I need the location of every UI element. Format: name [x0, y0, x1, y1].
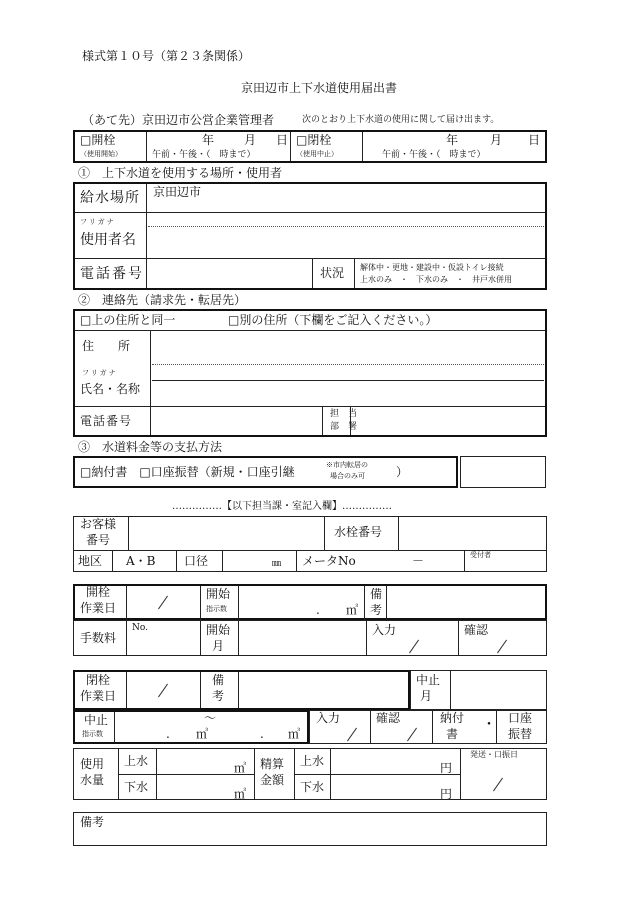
open-sub-label: （使用開始）: [80, 150, 122, 158]
input-label-1: 入力: [372, 623, 397, 637]
close-work-label-1: 閉栓: [86, 673, 111, 687]
user-furigana-label: フリガナ: [80, 218, 116, 226]
notes-label: 備考: [80, 815, 105, 829]
remarks-label-1: 備: [370, 587, 383, 601]
user-name-label: 使用者名: [80, 232, 136, 248]
confirm-label-2: 確認: [376, 711, 401, 725]
close-work-box: [73, 670, 410, 710]
pay-slip-label-1: 納付: [440, 711, 465, 725]
close-year: 年: [446, 133, 459, 147]
remarks-label-2: 考: [370, 603, 383, 617]
phone-input[interactable]: [148, 260, 310, 287]
close-day: 日: [528, 133, 541, 147]
section3-heading: ③ 水道料金等の支払方法: [78, 440, 223, 454]
close-time-choice: 午前・午後・（ 時まで）: [382, 150, 486, 160]
usage-label-1: 使用: [80, 757, 105, 771]
payment-options[interactable]: □納付書 □口座振替（新規・口座引継: [80, 465, 295, 479]
user-name-input[interactable]: [148, 229, 544, 255]
stop-dot-1: .: [166, 727, 170, 741]
close-remarks-2: 考: [212, 689, 225, 703]
start-dot: .: [316, 603, 320, 617]
usage-m3-up: ㎥: [234, 761, 247, 775]
customer-no-label-1: お客様: [80, 517, 117, 531]
open-time-choice: 午前・午後・（ 時まで）: [152, 150, 256, 160]
input-label-2: 入力: [316, 711, 341, 725]
close-sub-label: （使用中止）: [296, 150, 338, 158]
receiver-label: 受付者: [470, 551, 491, 559]
start-m3: ㎥: [346, 603, 359, 617]
meter-dash: －: [412, 554, 425, 568]
usage-water-down: 下水: [124, 780, 149, 794]
stop-month-label-2: 月: [420, 689, 433, 703]
supply-place-label: 給水場所: [80, 190, 140, 206]
page-title: 京田辺市上下水道使用届出書: [241, 81, 398, 95]
dept-label-1: 担 当: [330, 409, 358, 419]
settle-water-up: 上水: [300, 754, 325, 768]
close-month: 月: [490, 133, 503, 147]
contact-name-label: 氏名・名称: [80, 382, 141, 396]
pay-separator: ・: [482, 717, 496, 733]
fee-no-label: No.: [132, 623, 148, 633]
contact-phone-label: 電話番号: [80, 414, 133, 428]
close-remarks-1: 備: [212, 673, 225, 687]
stop-indicator-box: [73, 710, 309, 744]
mm-unit: ㎜: [272, 559, 282, 569]
bank-label-1: 口座: [508, 711, 533, 725]
contact-furigana-label: フリガナ: [82, 369, 118, 377]
notes-box[interactable]: [73, 812, 547, 846]
status-options-1[interactable]: 解体中・更地・建設中・仮設トイレ接続: [360, 263, 504, 272]
settle-label-2: 金額: [260, 773, 285, 787]
address-input[interactable]: [152, 332, 544, 362]
tilde: ～: [204, 711, 217, 725]
other-address-checkbox[interactable]: □別の住所（下欄をご記入ください。）: [228, 313, 438, 327]
usage-water-up: 上水: [124, 754, 149, 768]
start-month-label-1: 開始: [206, 623, 231, 637]
address-label: 住 所: [82, 339, 131, 353]
status-options-2[interactable]: 上水のみ ・ 下水のみ ・ 井戸水併用: [360, 275, 512, 284]
usage-label-2: 水量: [80, 773, 105, 787]
start-label-1: 開始: [206, 587, 231, 601]
bank-label-2: 振替: [508, 727, 533, 741]
area-options: A・B: [126, 554, 156, 568]
settle-water-down: 下水: [300, 780, 325, 794]
supply-place-value[interactable]: 京田辺市: [153, 185, 202, 199]
stop-indicator-label-2: 指示数: [82, 730, 103, 738]
pay-slip-label-2: 書: [446, 727, 459, 741]
phone-label: 電話番号: [80, 266, 144, 282]
usage-m3-down: ㎥: [234, 787, 247, 801]
dept-label-2: 部 署: [330, 422, 358, 432]
bore-label: 口径: [184, 554, 209, 568]
open-work-label-2: 作業日: [80, 601, 117, 615]
payment-note-1: ※市内転居の: [326, 461, 368, 469]
customer-no-label-2: 番号: [86, 533, 111, 547]
payment-close: ）: [396, 465, 409, 479]
settle-yen-up: 円: [440, 761, 453, 775]
notice-text: 次のとおり上下水道の使用に関して届け出ます。: [302, 115, 500, 125]
payment-note-2: 場合のみ可: [330, 472, 365, 480]
same-address-checkbox[interactable]: □上の住所と同一: [80, 313, 176, 327]
settle-yen-down: 円: [440, 787, 453, 801]
contact-phone-input[interactable]: [152, 408, 320, 434]
area-label: 地区: [78, 554, 103, 568]
dept-input[interactable]: [352, 408, 544, 434]
settle-label-1: 精算: [260, 757, 285, 771]
section2-heading: ② 連絡先（請求先・転居先）: [78, 293, 247, 307]
open-work-box: [73, 584, 547, 620]
meter-no-label: 水栓番号: [334, 525, 383, 539]
fee-label: 手数料: [80, 631, 117, 645]
stop-m3-2: ㎥: [288, 727, 301, 741]
meter-model-label: メータNo: [302, 554, 356, 568]
section1-heading: ① 上下水道を使用する場所・使用者: [78, 166, 283, 180]
contact-name-input[interactable]: [152, 382, 544, 405]
confirm-label-1: 確認: [464, 623, 489, 637]
close-checkbox[interactable]: □閉栓: [296, 133, 332, 147]
start-month-label-2: 月: [212, 639, 225, 653]
open-month: 月: [244, 133, 257, 147]
close-work-label-2: 作業日: [80, 689, 117, 703]
payment-side-box: [460, 456, 546, 488]
open-year: 年: [202, 133, 215, 147]
open-day: 日: [276, 133, 289, 147]
stop-indicator-label-1: 中止: [84, 713, 109, 727]
start-label-2: 指示数: [206, 605, 227, 613]
stop-m3-1: ㎥: [196, 727, 209, 741]
stop-month-label-1: 中止: [416, 673, 441, 687]
office-divider: ……………【以下担当課・室記入欄】……………: [172, 501, 392, 512]
send-date-label: 発送・口振日: [470, 750, 518, 759]
open-work-label-1: 開栓: [86, 585, 111, 599]
form-number: 様式第１０号（第２３条関係）: [82, 49, 251, 63]
addressee: （あて先）京田辺市公営企業管理者: [82, 113, 275, 127]
open-checkbox[interactable]: □開栓: [80, 133, 116, 147]
stop-dot-2: .: [260, 727, 264, 741]
status-label: 状況: [320, 266, 345, 280]
